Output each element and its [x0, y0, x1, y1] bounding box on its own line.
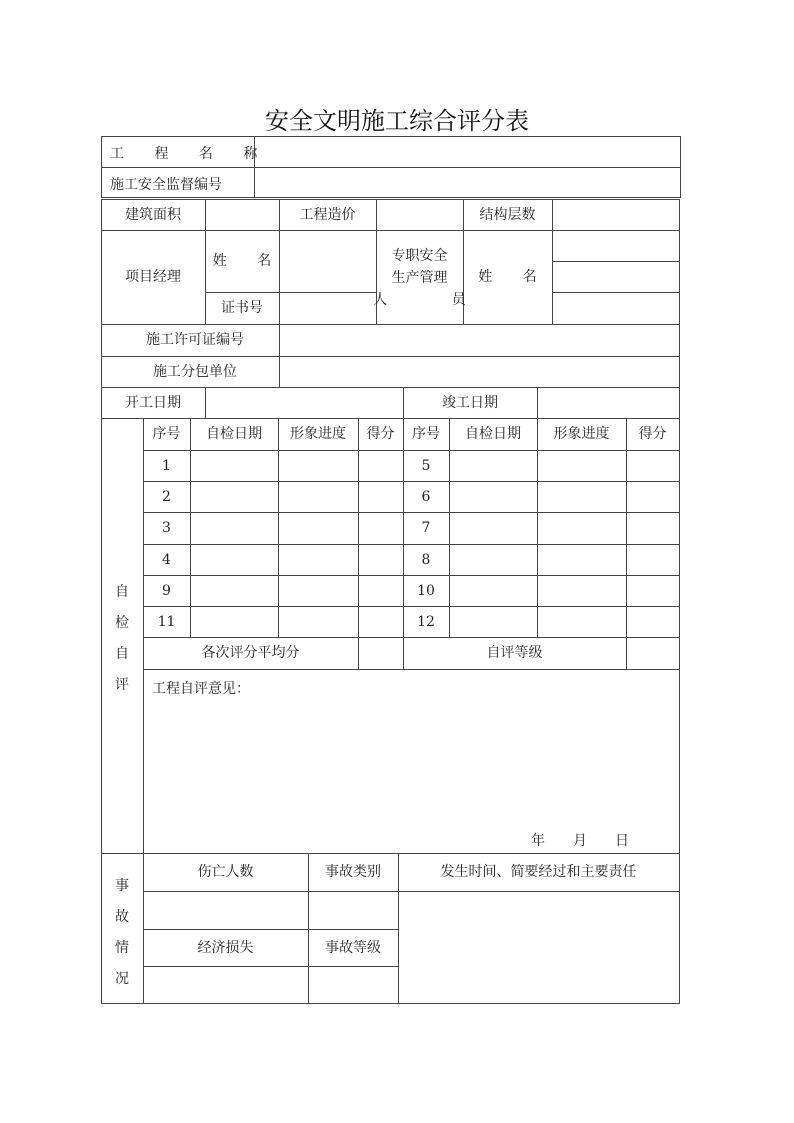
supervision-no-field[interactable] — [256, 168, 679, 196]
accident-grade-label: 事故等级 — [325, 939, 381, 956]
col-header-date: 自检日期 — [465, 426, 521, 442]
rule — [205, 387, 206, 419]
row-number: 2 — [162, 488, 171, 505]
col-header-progress: 形象进度 — [553, 426, 610, 442]
row-number: 7 — [421, 520, 431, 536]
certificate-no-label: 证书号 — [221, 300, 263, 316]
rule — [205, 199, 206, 231]
average-score-label: 各次评分平均分 — [201, 645, 300, 661]
page-title: 安全文明施工综合评分表 — [265, 107, 529, 135]
rule — [537, 418, 538, 638]
building-area-label: 建筑面积 — [125, 206, 181, 223]
project-name-field[interactable] — [256, 137, 679, 166]
row-number: 4 — [162, 551, 171, 568]
manager-name-label: 姓 名 — [212, 253, 285, 269]
rule — [279, 324, 280, 388]
structure-floors-label: 结构层数 — [479, 206, 536, 223]
rule — [358, 418, 359, 669]
economic-loss-label: 经济损失 — [197, 939, 254, 956]
row-number: 8 — [421, 551, 431, 568]
self-grade-label: 自评等级 — [486, 645, 543, 661]
staff-name-label: 姓 名 — [478, 269, 550, 285]
col-header-score: 得分 — [366, 426, 395, 442]
self-opinion-label: 工程自评意见： — [152, 680, 250, 697]
row-number: 9 — [162, 582, 171, 599]
supervision-no-label: 施工安全监督编号 — [110, 176, 222, 193]
rule — [101, 1003, 680, 1004]
rule — [552, 292, 680, 293]
permit-no-label: 施工许可证编号 — [146, 332, 244, 348]
rule — [449, 418, 450, 638]
rule — [190, 418, 191, 638]
rule — [552, 261, 680, 262]
project-name-label: 工 程 名 称 — [110, 145, 271, 162]
rule — [101, 197, 681, 198]
row-number: 1 — [162, 457, 171, 474]
description-label: 发生时间、简要经过和主要责任 — [440, 864, 637, 880]
completion-date-label: 竣工日期 — [442, 394, 498, 411]
casualties-label: 伤亡人数 — [197, 864, 254, 880]
safety-staff-label: 专职安全 生产管理 人 员 — [373, 247, 496, 308]
rule — [101, 136, 102, 198]
self-check-section-label: 自 检 自 评 — [115, 584, 129, 693]
start-date-label: 开工日期 — [125, 394, 181, 411]
rule — [680, 136, 681, 198]
col-header-no: 序号 — [412, 426, 440, 442]
col-header-progress: 形象进度 — [290, 426, 346, 442]
rule — [376, 199, 377, 231]
rule — [278, 418, 279, 638]
row-number: 3 — [162, 520, 171, 536]
col-header-date: 自检日期 — [206, 426, 262, 442]
rule — [552, 199, 553, 231]
col-header-no: 序号 — [152, 426, 181, 442]
accident-section-label: 事 故 情 况 — [115, 878, 129, 987]
rule — [679, 199, 680, 1004]
row-number: 5 — [421, 457, 431, 474]
row-number: 10 — [417, 582, 435, 599]
col-header-score: 得分 — [638, 426, 667, 442]
signature-date: 年 月 日 — [531, 832, 629, 849]
rule — [143, 669, 680, 670]
rule — [143, 966, 399, 967]
row-number: 6 — [421, 488, 431, 505]
rule — [552, 230, 553, 325]
rule — [626, 418, 627, 669]
rule — [279, 230, 280, 325]
row-number: 11 — [157, 613, 176, 630]
rule — [537, 387, 538, 419]
project-cost-label: 工程造价 — [299, 206, 356, 223]
row-number: 12 — [417, 613, 435, 630]
rule — [143, 891, 680, 892]
accident-type-label: 事故类别 — [325, 864, 381, 880]
subcontractor-label: 施工分包单位 — [153, 363, 237, 380]
project-manager-label: 项目经理 — [125, 269, 181, 285]
